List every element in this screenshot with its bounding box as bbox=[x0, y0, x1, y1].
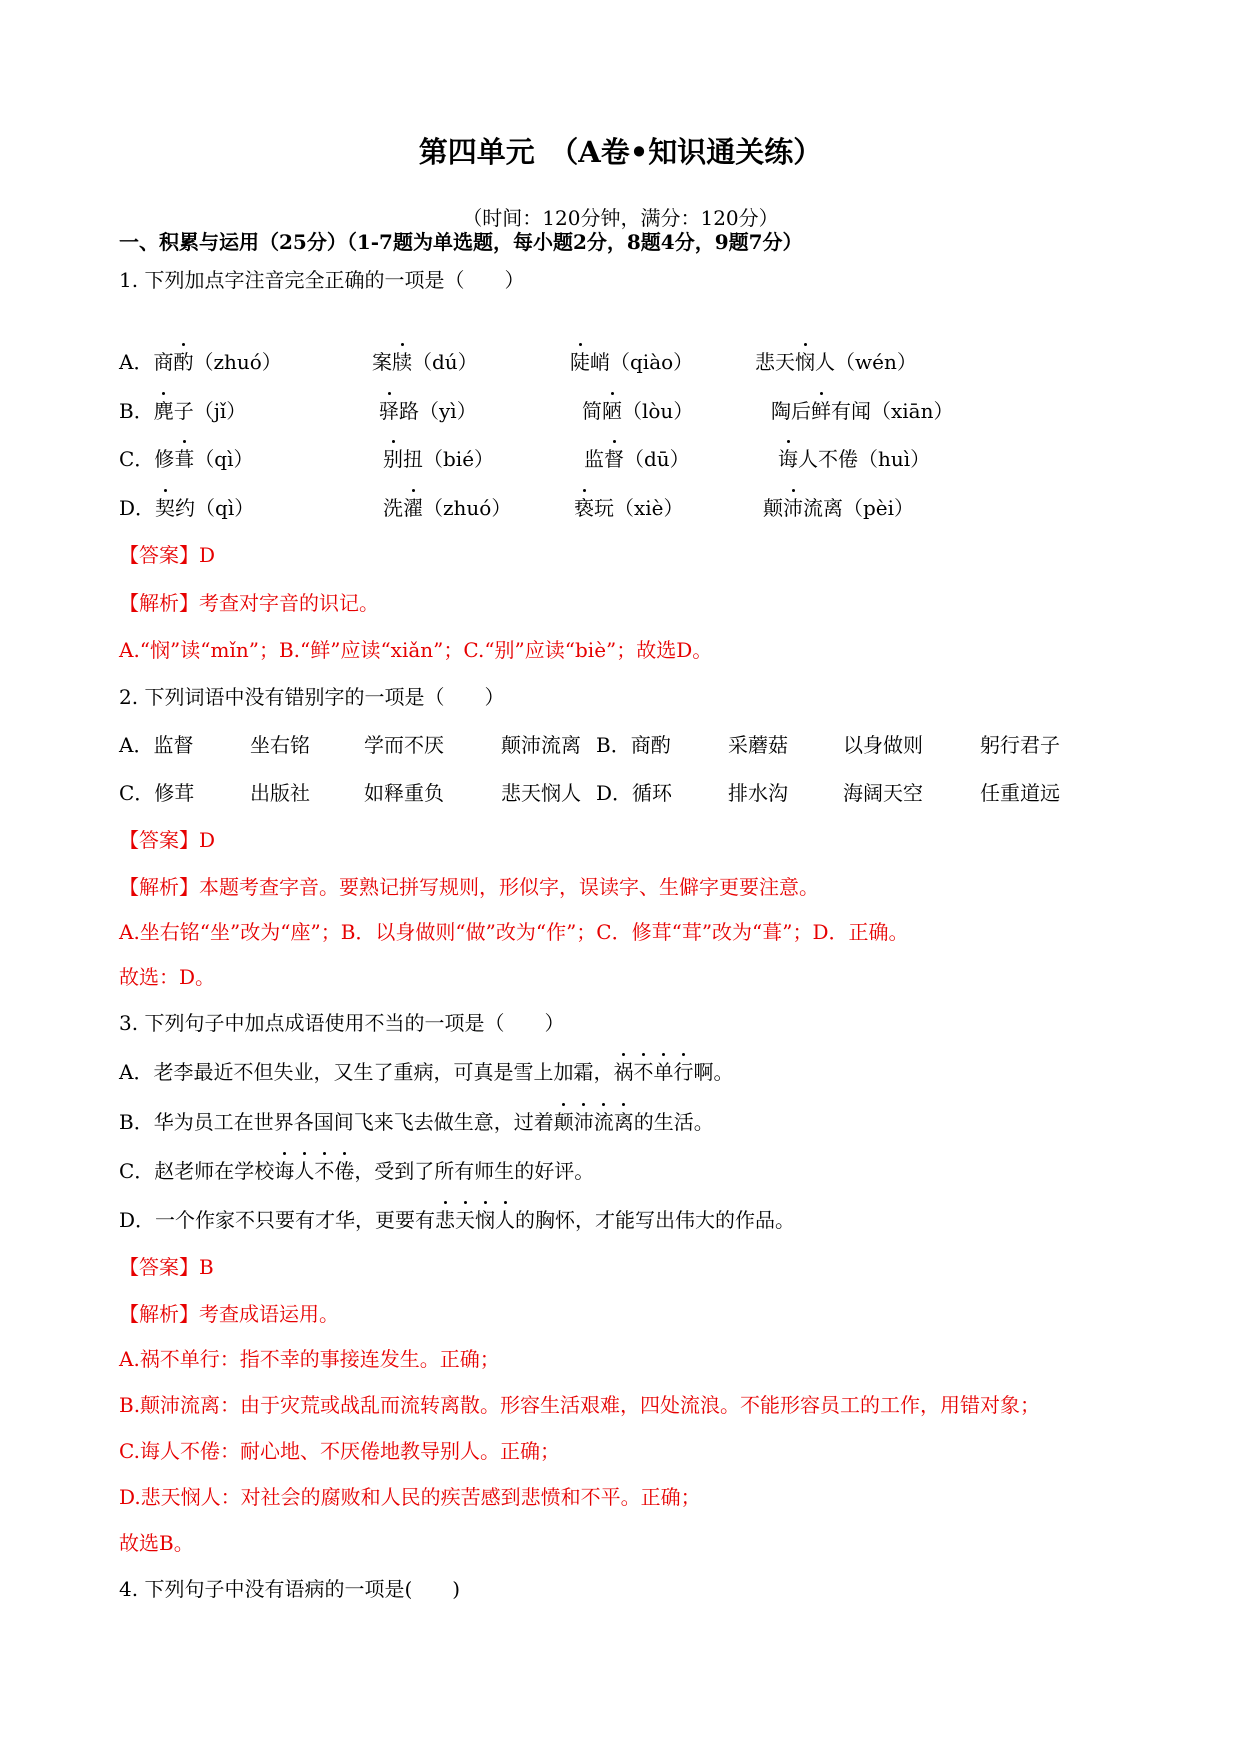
q2-r1-c5: B．商酌 bbox=[596, 733, 671, 757]
q1-c-3: 监督（dū） bbox=[584, 447, 690, 471]
question-4-stem: 4. 下列句子中没有语病的一项是( ) bbox=[119, 1577, 461, 1601]
q3-detail-c: C.诲人不倦：耐心地、不厌倦地教导别人。正确； bbox=[119, 1439, 560, 1463]
q3-option-d: D．一个作家不只要有才华，更要有悲天悯人的胸怀，才能写出伟大的作品。 bbox=[119, 1208, 796, 1232]
q2-r2-c2: 出版社 bbox=[250, 781, 310, 805]
q2-r1-c8: 躬行君子 bbox=[980, 733, 1060, 757]
q2-r1-c7: 以身做则 bbox=[843, 733, 923, 757]
exam-info: （时间：120分钟，满分：120分） bbox=[462, 206, 779, 230]
q2-r1-c1: A．监督 bbox=[119, 733, 194, 757]
q2-r1-c3: 学而不厌 bbox=[364, 733, 444, 757]
q3-conclusion: 故选B。 bbox=[119, 1531, 194, 1555]
q1-c-2: 别扭（bié） bbox=[383, 447, 495, 471]
q3-option-b: B．华为员工在世界各国间飞来飞去做生意，过着颠沛流离的生活。 bbox=[119, 1110, 714, 1134]
q1-d-2: 洗濯（zhuó） bbox=[383, 496, 512, 520]
q2-r2-c5: D．循环 bbox=[596, 781, 673, 805]
q2-r1-c2: 坐右铭 bbox=[250, 733, 310, 757]
q1-b-1: B．麂子（jǐ） bbox=[119, 399, 247, 423]
q2-r2-c7: 海阔天空 bbox=[843, 781, 923, 805]
q1-d-4: 颠沛流离（pèi） bbox=[763, 496, 915, 520]
q3-answer: 【答案】B bbox=[119, 1255, 214, 1279]
q3-detail-a: A.祸不单行：指不幸的事接连发生。正确； bbox=[119, 1347, 500, 1371]
q3-detail-b: B.颠沛流离：由于灾荒或战乱而流转离散。形容生活艰难，四处流浪。不能形容员工的工作，用错对象； bbox=[119, 1393, 1041, 1417]
q3-detail-d: D.悲天悯人：对社会的腐败和人民的疾苦感到悲愤和不平。正确； bbox=[119, 1485, 701, 1509]
q1-a-2: 案牍（dú） bbox=[372, 350, 478, 374]
q1-analysis: 【解析】考查对字音的识记。 bbox=[119, 591, 379, 615]
q2-r2-c6: 排水沟 bbox=[728, 781, 788, 805]
q1-a-4: 悲天悯人（wén） bbox=[755, 350, 917, 374]
question-1-stem: 1. 下列加点字注音完全正确的一项是（ ） bbox=[119, 268, 525, 292]
section-heading: 一、积累与运用（25分）（1-7题为单选题，每小题2分，8题4分，9题7分） bbox=[119, 230, 803, 254]
q1-c-4: 诲人不倦（huì） bbox=[778, 447, 931, 471]
q2-r1-c6: 采蘑菇 bbox=[728, 733, 788, 757]
q2-r2-c8: 任重道远 bbox=[980, 781, 1060, 805]
q1-a-1: A．商酌（zhuó） bbox=[119, 350, 282, 374]
q2-detail: A.坐右铭“坐”改为“座”；B．以身做则“做”改为“作”；C．修茸“茸”改为“葺”；D．正确。 bbox=[119, 920, 909, 944]
q1-detail: A.“悯”读“mǐn”；B.“鲜”应读“xiǎn”；C.“别”应读“biè”；故选D。 bbox=[119, 638, 713, 662]
question-2-stem: 2. 下列词语中没有错别字的一项是（ ） bbox=[119, 685, 505, 709]
q2-r2-c4: 悲天悯人 bbox=[501, 781, 581, 805]
q2-r1-c4: 颠沛流离 bbox=[501, 733, 581, 757]
question-3-stem: 3. 下列句子中加点成语使用不当的一项是（ ） bbox=[119, 1011, 565, 1035]
q2-r2-c3: 如释重负 bbox=[364, 781, 444, 805]
q1-d-1: D．契约（qì） bbox=[119, 496, 255, 520]
q1-c-1: C．修葺（qì） bbox=[119, 447, 254, 471]
q1-answer: 【答案】D bbox=[119, 543, 216, 567]
q2-r2-c1: C．修茸 bbox=[119, 781, 195, 805]
q2-answer: 【答案】D bbox=[119, 828, 216, 852]
q3-option-c: C．赵老师在学校诲人不倦，受到了所有师生的好评。 bbox=[119, 1159, 595, 1183]
q3-option-a: A．老李最近不但失业，又生了重病，可真是雪上加霜，祸不单行啊。 bbox=[119, 1060, 734, 1084]
q1-b-4: 陶后鲜有闻（xiān） bbox=[771, 399, 954, 423]
q2-analysis: 【解析】本题考查字音。要熟记拼写规则，形似字，误读字、生僻字更要注意。 bbox=[119, 875, 819, 899]
q1-d-3: 亵玩（xiè） bbox=[574, 496, 684, 520]
q1-b-2: 驿路（yì） bbox=[379, 399, 477, 423]
q2-conclusion: 故选：D。 bbox=[119, 965, 216, 989]
q3-analysis: 【解析】考查成语运用。 bbox=[119, 1302, 339, 1326]
page-title: 第四单元 （A卷•知识通关练） bbox=[418, 135, 823, 169]
q1-a-3: 陡峭（qiào） bbox=[570, 350, 694, 374]
q1-b-3: 简陋（lòu） bbox=[582, 399, 694, 423]
